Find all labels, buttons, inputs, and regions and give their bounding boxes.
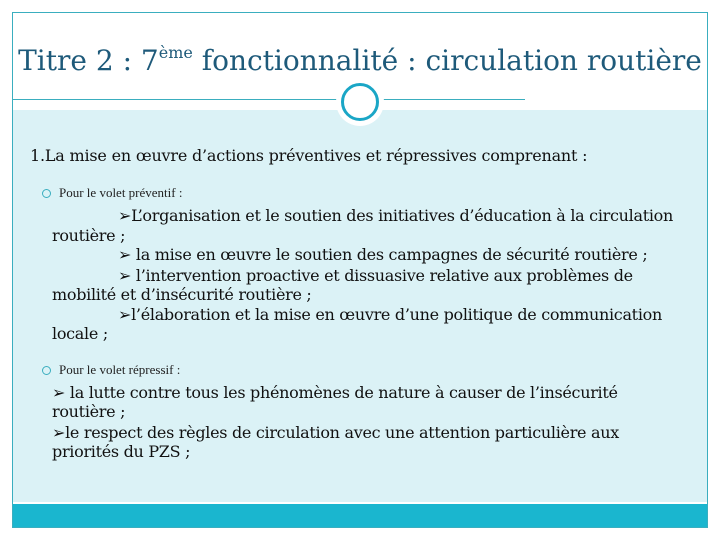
section1-line: ➢ l’intervention proactive et dissuasive relative aux problèmes de [118,266,633,285]
circle-bullet-icon [42,189,51,198]
section2-line: routière ; [52,402,126,421]
section2-line: ➢le respect des règles de circulation avec une attention particulière aux [52,423,619,442]
bottom-accent-bar [13,504,707,527]
circle-ring-icon [341,83,379,121]
section1-line: locale ; [52,324,108,343]
section2-heading: Pour le volet répressif : [42,362,180,378]
slide-title: Titre 2 : 7ème fonctionnalité : circulation routière [18,43,702,77]
section1-line: mobilité et d’insécurité routière ; [52,285,312,304]
section1-line: ➢l’élaboration et la mise en œuvre d’une politique de communication [118,305,662,324]
divider-line-left [13,99,339,100]
section1-line: routière ; [52,226,126,245]
section2-line: priorités du PZS ; [52,442,191,461]
section1-line: ➢L’organisation et le soutien des initiatives d’éducation à la circulation [118,206,673,225]
lead-paragraph: 1.La mise en œuvre d’actions préventives et répressives comprenant : [30,146,588,165]
circle-ornament [336,78,384,126]
circle-bullet-icon [42,366,51,375]
section1-line: ➢ la mise en œuvre le soutien des campagnes de sécurité routière ; [118,245,648,264]
divider-line-right [383,99,525,100]
section1-heading: Pour le volet préventif : [42,185,182,201]
section2-line: ➢ la lutte contre tous les phénomènes de nature à causer de l’insécurité [52,383,618,402]
